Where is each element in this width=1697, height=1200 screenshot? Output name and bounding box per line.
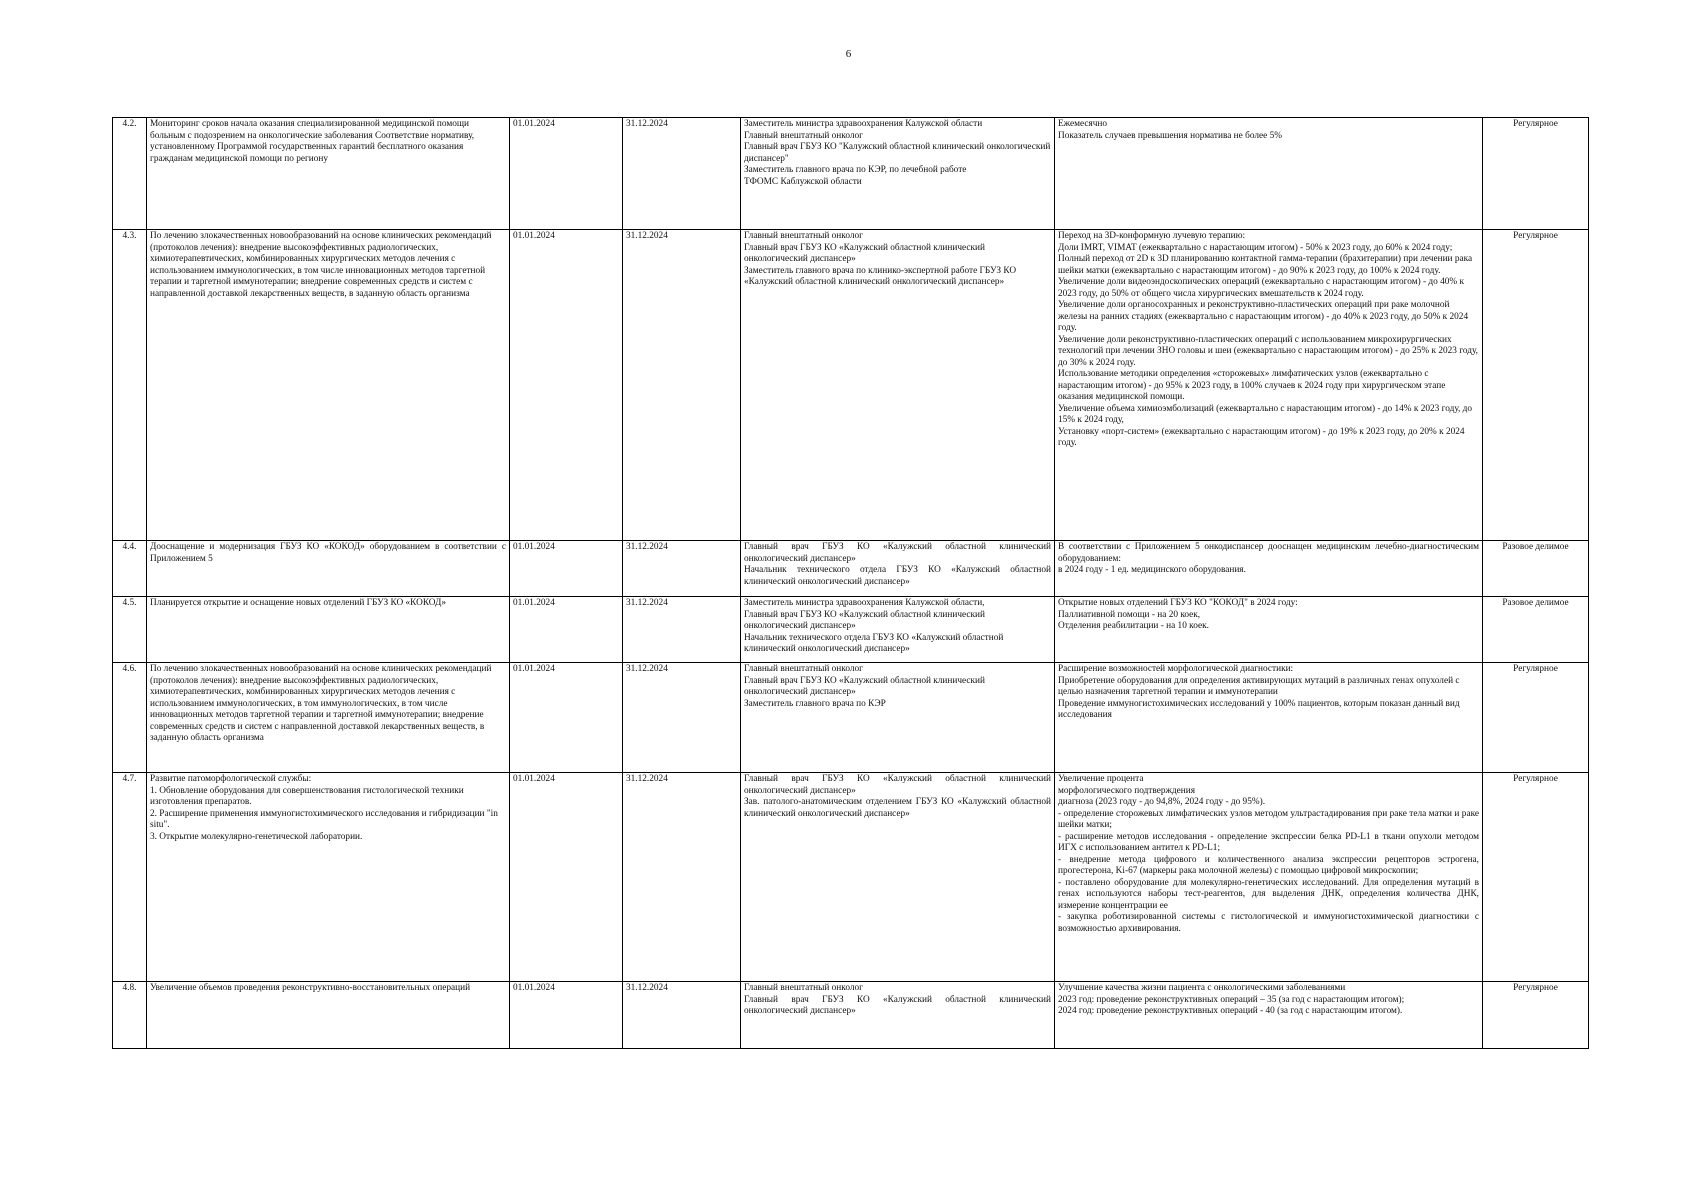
- row-number: 4.8.: [113, 982, 147, 1049]
- responsible-line: Главный внештатный онколог: [744, 983, 863, 993]
- result-line: Полный переход от 2D к 3D планированию контактной гамма-терапии (брахитерапии) при лечении рака шейки матки (ежеквартально с нарастающим итогом) - до 90% к 2023 году, до 100% к 2024 году.: [1058, 254, 1473, 276]
- result-line: Отделения реабилитации - на 10 коек.: [1058, 621, 1209, 632]
- row-number: 4.4.: [113, 541, 147, 597]
- action-plan-table: [112, 117, 1589, 1049]
- result-line: Переход на 3D-конформную лучевую терапию:: [1058, 231, 1246, 241]
- result-line: 2024 год: проведение реконструктивных операций - 40 (за год с нарастающим итогом).: [1058, 1006, 1403, 1017]
- start-date: 01.01.2024: [510, 230, 623, 541]
- event-type: Регулярное: [1483, 118, 1589, 230]
- responsible-line: Заместитель главного врача по КЭР, по лечебной работе: [744, 165, 967, 176]
- responsible-line: Заместитель главного врача по КЭР: [744, 698, 886, 709]
- responsible-line: Начальник технического отдела ГБУЗ КО «Калужский областной клинический онкологический диспансер»: [744, 632, 1004, 655]
- event-type: Регулярное: [1483, 773, 1589, 982]
- responsible-persons: [741, 230, 1055, 541]
- result-line: Проведение иммуногистохимических исследований у 100% пациентов, которым показан данный вид исследования: [1058, 698, 1460, 721]
- responsible-persons: [741, 773, 1055, 982]
- event-description: Дооснащение и модернизация ГБУЗ КО «КОКОД» оборудованием в соответствии с Приложением 5: [147, 541, 510, 597]
- result-line: Увеличение доли органосохранных и реконструктивно-пластических операций при раке молочной железы на ранних стадиях (ежеквартально с нарастающим итогом) - до 40% к 2023 году, до 50% к 2024 году.: [1058, 300, 1469, 334]
- start-date: 01.01.2024: [510, 541, 623, 597]
- start-date: 01.01.2024: [510, 773, 623, 982]
- responsible-line: Главный внештатный онколог: [744, 130, 863, 141]
- responsible-persons: [741, 541, 1055, 597]
- result-line: Приобретение оборудования для определения активирующих мутаций в различных генах опухолей с целью назначения таргетной терапии и иммунотерапии: [1058, 675, 1460, 698]
- responsible-persons: [741, 597, 1055, 663]
- start-date: 01.01.2024: [510, 663, 623, 773]
- table-row: [113, 541, 1589, 597]
- result-line: Увеличение процента: [1058, 774, 1144, 784]
- result-line: - внедрение метода цифрового и количественного анализа экспрессии рецепторов эстрогена, прогестерона, Ki-67 (маркеры рака молочной железы) с помощью цифровой микроскопии;: [1058, 854, 1479, 877]
- expected-result: [1055, 982, 1483, 1049]
- responsible-line: Главный врач ГБУЗ КО "Калужский областной клинический онкологический диспансер": [744, 142, 1051, 164]
- result-line: Открытие новых отделений ГБУЗ КО "КОКОД" в 2024 году:: [1058, 598, 1298, 608]
- end-date: 31.12.2024: [623, 663, 741, 773]
- row-number: 4.6.: [113, 663, 147, 773]
- event-type: Разовое делимое: [1483, 597, 1589, 663]
- result-line: Увеличение доли реконструктивно-пластических операций с использованием микрохирургических технологий при лечении ЗНО головы и шеи (ежеквартально с нарастающим итогом) - до 25% к 2023 году, до 30% к 2024 году.: [1058, 334, 1478, 368]
- responsible-line: Заместитель министра здравоохранения Калужской области: [744, 119, 983, 129]
- responsible-line: Заместитель главного врача по клинико-экспертной работе ГБУЗ КО «Калужский областной клинический онкологический диспансер»: [744, 265, 1017, 288]
- result-line: Паллиативной помощи - на 20 коек,: [1058, 609, 1201, 620]
- table-row: [113, 773, 1589, 982]
- responsible-line: Начальник технического отдела ГБУЗ КО «Калужский областной клинический онкологический диспансер»: [744, 565, 1051, 587]
- responsible-line: Главный врач ГБУЗ КО «Калужский областной клинический онкологический диспансер»: [744, 994, 1051, 1017]
- event-line: 3. Открытие молекулярно-генетической лаборатории.: [150, 831, 363, 842]
- expected-result: [1055, 663, 1483, 773]
- responsible-line: Зав. патолого-анатомическим отделением ГБУЗ КО «Калужский областной клинический онкологический диспансер»: [744, 797, 1051, 819]
- result-line: - поставлено оборудование для молекулярно-генетических исследований. Для определения мутаций в генах используются наборы тест-реагентов, для выделения ДНК, определения количества ДНК, измерение концентрации ее: [1058, 877, 1479, 911]
- result-line: В соответствии с Приложением 5 онкодиспансер дооснащен медицинским лечебно-диагностическим оборудованием:: [1058, 542, 1479, 564]
- result-line: Увеличение доли видеоэндоскопических операций (ежеквартально с нарастающим итогом) - до 40% к 2023 году, до 50% от общего числа хирургических вмешательств к 2024 году.: [1058, 277, 1465, 299]
- end-date: 31.12.2024: [623, 541, 741, 597]
- expected-result: [1055, 541, 1483, 597]
- event-description: Увеличение объемов проведения реконструктивно-восстановительных операций: [147, 982, 510, 1049]
- page-number: 6: [845, 48, 852, 60]
- end-date: 31.12.2024: [623, 230, 741, 541]
- result-line: - закупка роботизированной системы с гистологической и иммуногистохимической диагностики с возможностью архивирования.: [1058, 912, 1479, 934]
- event-type: Регулярное: [1483, 663, 1589, 773]
- start-date: 01.01.2024: [510, 597, 623, 663]
- start-date: 01.01.2024: [510, 982, 623, 1049]
- responsible-line: Главный внештатный онколог: [744, 231, 863, 241]
- expected-result: [1055, 230, 1483, 541]
- result-line: Ежемесячно: [1058, 119, 1108, 129]
- result-line: в 2024 году - 1 ед. медицинского оборудования.: [1058, 565, 1246, 576]
- event-description: Мониторинг сроков начала оказания специализированной медицинской помощи больным с подозрением на онкологические заболевания Соответствие нормативу, установленному Программой государственных гарантий бесплатного оказания гражданам медицинской помощи по региону: [147, 118, 510, 230]
- responsible-line: Главный врач ГБУЗ КО «Калужский областной клинический онкологический диспансер»: [744, 609, 985, 632]
- event-line: Развитие патоморфологической службы:: [150, 774, 312, 784]
- responsible-line: ТФОМС Каблужской области: [744, 176, 862, 187]
- expected-result: [1055, 773, 1483, 982]
- table-row: [113, 230, 1589, 541]
- end-date: 31.12.2024: [623, 597, 741, 663]
- result-line: Улучшение качества жизни пациента с онкологическими заболеваниями: [1058, 983, 1346, 993]
- result-line: морфологического подтверждения: [1058, 785, 1195, 796]
- row-number: 4.5.: [113, 597, 147, 663]
- start-date: 01.01.2024: [510, 118, 623, 230]
- responsible-persons: [741, 663, 1055, 773]
- result-line: диагноза (2023 году - до 94,8%, 2024 году - до 95%).: [1058, 797, 1266, 808]
- responsible-line: Главный врач ГБУЗ КО «Калужский областной клинический онкологический диспансер»: [744, 542, 1051, 564]
- event-line: 1. Обновление оборудования для совершенствования гистологической техники изготовления препаратов.: [150, 785, 464, 808]
- table-row: [113, 982, 1589, 1049]
- table-row: [113, 663, 1589, 773]
- row-number: 4.2.: [113, 118, 147, 230]
- result-line: Использование методики определения «сторожевых» лимфатических узлов (ежеквартально с нарастающим итогом) - до 95% к 2023 году, в 100% случаев к 2024 году при хирургическом этапе оказания медицинской помощи.: [1058, 369, 1446, 403]
- result-line: Доли IMRT, VIMAT (ежеквартально с нарастающим итогом) - 50% к 2023 году, до 60% к 2024 году;: [1058, 242, 1453, 253]
- event-type: Разовое делимое: [1483, 541, 1589, 597]
- expected-result: [1055, 597, 1483, 663]
- responsible-line: Главный врач ГБУЗ КО «Калужский областной клинический онкологический диспансер»: [744, 774, 1051, 796]
- event-type: Регулярное: [1483, 982, 1589, 1049]
- result-line: - расширение методов исследования - определение экспрессии белка PD-L1 в ткани опухоли методом ИГХ с использованием антител к PD-L1;: [1058, 831, 1479, 854]
- result-line: Установку «порт-систем» (ежеквартально с нарастающим итогом) - до 19% к 2023 году, до 20% к 2024 году.: [1058, 426, 1465, 449]
- result-line: Увеличение объема химиоэмболизаций (ежеквартально с нарастающим итогом) - до 14% к 2023 году, до 15% к 2024 году,: [1058, 403, 1473, 426]
- result-line: Расширение возможностей морфологической диагностики:: [1058, 664, 1294, 674]
- responsible-line: Главный врач ГБУЗ КО «Калужский областной клинический онкологический диспансер»: [744, 242, 985, 265]
- responsible-persons: [741, 118, 1055, 230]
- event-description: [147, 773, 510, 982]
- result-line: Показатель случаев превышения норматива не более 5%: [1058, 130, 1282, 141]
- row-number: 4.3.: [113, 230, 147, 541]
- event-type: Регулярное: [1483, 230, 1589, 541]
- responsible-persons: [741, 982, 1055, 1049]
- responsible-line: Главный внештатный онколог: [744, 664, 863, 674]
- event-description: По лечению злокачественных новообразований на основе клинических рекомендаций (протоколов лечения): внедрение высокоэффективных радиологических, химиотерапевтических, комбинированных хирургических методов лечения с использованием иммунологических, в том иммунологических, в том числе инновационных методов таргетной терапии и таргетной иммунотерапии; внедрение современных средств и систем с направленной доставкой лекарственных веществ, в заданную область организма: [147, 663, 510, 773]
- end-date: 31.12.2024: [623, 118, 741, 230]
- table-row: [113, 118, 1589, 230]
- event-description: Планируется открытие и оснащение новых отделений ГБУЗ КО «КОКОД»: [147, 597, 510, 663]
- table-row: [113, 597, 1589, 663]
- event-line: 2. Расширение применения иммуногистохимического исследования и гибридизации "in situ".: [150, 808, 498, 831]
- end-date: 31.12.2024: [623, 982, 741, 1049]
- result-line: 2023 год: проведение реконструктивных операций – 35 (за год с нарастающим итогом);: [1058, 994, 1405, 1005]
- end-date: 31.12.2024: [623, 773, 741, 982]
- responsible-line: Главный врач ГБУЗ КО «Калужский областной клинический онкологический диспансер»: [744, 675, 985, 698]
- event-description: По лечению злокачественных новообразований на основе клинических рекомендаций (протоколов лечения): внедрение высокоэффективных радиологических, химиотерапевтических, комбинированных хирургических методов лечения с использованием иммунологических, в том числе инновационных методов таргетной терапии и таргетной иммунотерапии; внедрение современных средств и систем с направленной доставкой лекарственных веществ, в заданную область организма: [147, 230, 510, 541]
- responsible-line: Заместитель министра здравоохранения Калужской области,: [744, 598, 985, 608]
- row-number: 4.7.: [113, 773, 147, 982]
- expected-result: [1055, 118, 1483, 230]
- result-line: - определение сторожевых лимфатических узлов методом ультрастадирования при раке тела матки и раке шейки матки;: [1058, 808, 1479, 831]
